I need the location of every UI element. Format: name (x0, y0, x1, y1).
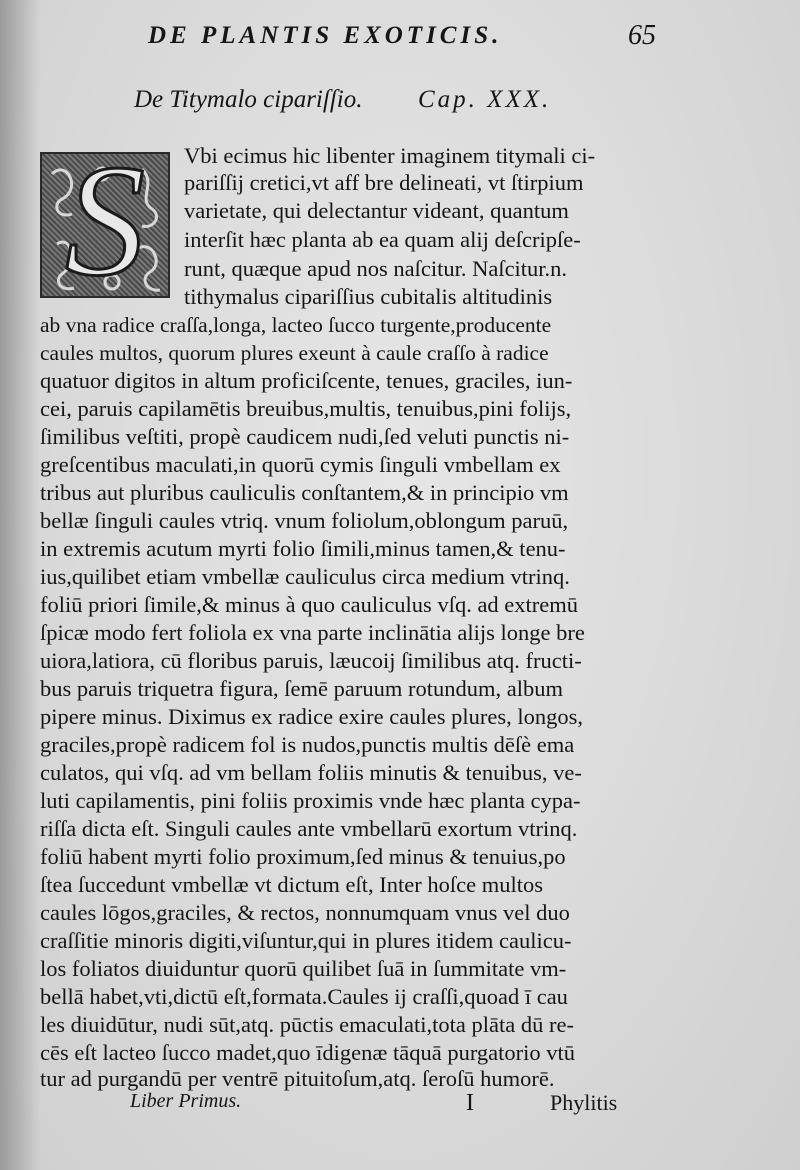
catchword: Phylitis (550, 1090, 618, 1115)
text-line: los foliatos diuiduntur quorū quilibet ſuā in ſummitate vm- (40, 956, 567, 981)
running-head: DE PLANTIS EXOTICIS. (148, 22, 503, 49)
text-line: interſit hæc planta ab ea quam alij deſcripſe- (184, 227, 581, 252)
text-line: ſpicæ modo fert foliola ex vna parte inclinātia alijs longe bre (40, 620, 585, 645)
text-line: cēs eſt lacteo ſucco madet,quo īdigenæ tāquā purgatorio vtū (40, 1040, 576, 1065)
text-line: craſſitie minoris digiti,viſuntur,qui in plures itidem caulicu- (40, 928, 572, 953)
text-line: luti capilamentis, pini foliis proximis vnde hæc planta cypa- (40, 788, 581, 813)
chapter-number: Cap. XXX. (418, 86, 552, 113)
text-line: ab vna radice craſſa,longa, lacteo ſucco turgente,producente (40, 313, 552, 337)
text-line: uiora,latiora, cū floribus paruis, læucoij ſimilibus atq. fructi- (40, 648, 582, 673)
text-line: in extremis acutum myrti folio ſimili,minus tamen,& tenu- (40, 536, 566, 561)
text-line: les diuidūtur, nudi sūt,atq. pūctis emaculati,tota plāta dū re- (40, 1012, 574, 1037)
initial-letter: S (65, 152, 145, 298)
signature-mark: I (466, 1090, 474, 1116)
text-line: bellā habet,vti,dictū eſt,formata.Caules ij craſſi,quoad ī cau (40, 984, 568, 1009)
binding-shadow (0, 0, 40, 1170)
text-line: quatuor digitos in altum proficiſcente, tenues, graciles, iun- (40, 368, 573, 393)
text-line: ius,quilibet etiam vmbellæ cauliculus circa medium vtrinq. (40, 564, 570, 589)
text-line: tithymalus cipariſſius cubitalis altitudinis (184, 284, 553, 309)
text-line: tribus aut pluribus cauliculis conſtantem,& in principio vm (40, 480, 569, 505)
chapter-title: De Titymalo cipariſſio. (134, 86, 363, 113)
text-line: ſtea ſuccedunt vmbellæ vt dictum eſt, Inter hoſce multos (40, 872, 543, 897)
text-line: tur ad purgandū per ventrē pituitoſum,atq. ſeroſū humorē. (40, 1066, 555, 1091)
text-line: caules lōgos,graciles, & rectos, nonnumquam vnus vel duo (40, 900, 570, 925)
text-line: culatos, qui vſq. ad vm bellam foliis minutis & tenuibus, ve- (40, 760, 582, 785)
text-line: bellæ ſinguli caules vtriq. vnum foliolum,oblongum paruū, (40, 508, 569, 533)
text-line: runt, quæque apud nos naſcitur. Naſcitur.n. (184, 256, 568, 281)
decorated-initial (40, 152, 170, 298)
text-line: Vbi ecimus hic libenter imaginem titymali ci- (184, 143, 596, 168)
text-line: bus paruis triquetra figura, ſemē paruum rotundum, album (40, 676, 563, 701)
text-line: foliū habent myrti folio proximum,ſed minus & tenuius,po (40, 844, 566, 869)
text-line: cei, paruis capilamētis breuibus,multis, tenuibus,pini folijs, (40, 396, 572, 421)
book-label: Liber Primus. (130, 1090, 242, 1112)
text-line: greſcentibus maculati,in quorū cymis ſinguli vmbellam ex (40, 452, 561, 477)
text-line: foliū priori ſimile,& minus à quo cauliculus vſq. ad extremū (40, 592, 579, 617)
text-line: ſimilibus veſtiti, propè caudicem nudi,ſed veluti punctis ni- (40, 424, 570, 449)
page-number: 65 (628, 20, 656, 51)
text-line: varietate, qui delectantur videant, quantum (184, 198, 569, 223)
text-line: caules multos, quorum plures exeunt à caule craſſo à radice (40, 341, 549, 365)
text-line: pipere minus. Diximus ex radice exire caules plures, longos, (40, 704, 583, 729)
text-line: riſſa dicta eſt. Singuli caules ante vmbellarū exortum vtrinq. (40, 816, 578, 841)
text-line: pariſſij cretici,vt aff bre delineati, vt ſtirpium (184, 170, 584, 195)
text-line: graciles,propè radicem fol is nudos,punctis multis dēſè ema (40, 732, 575, 757)
